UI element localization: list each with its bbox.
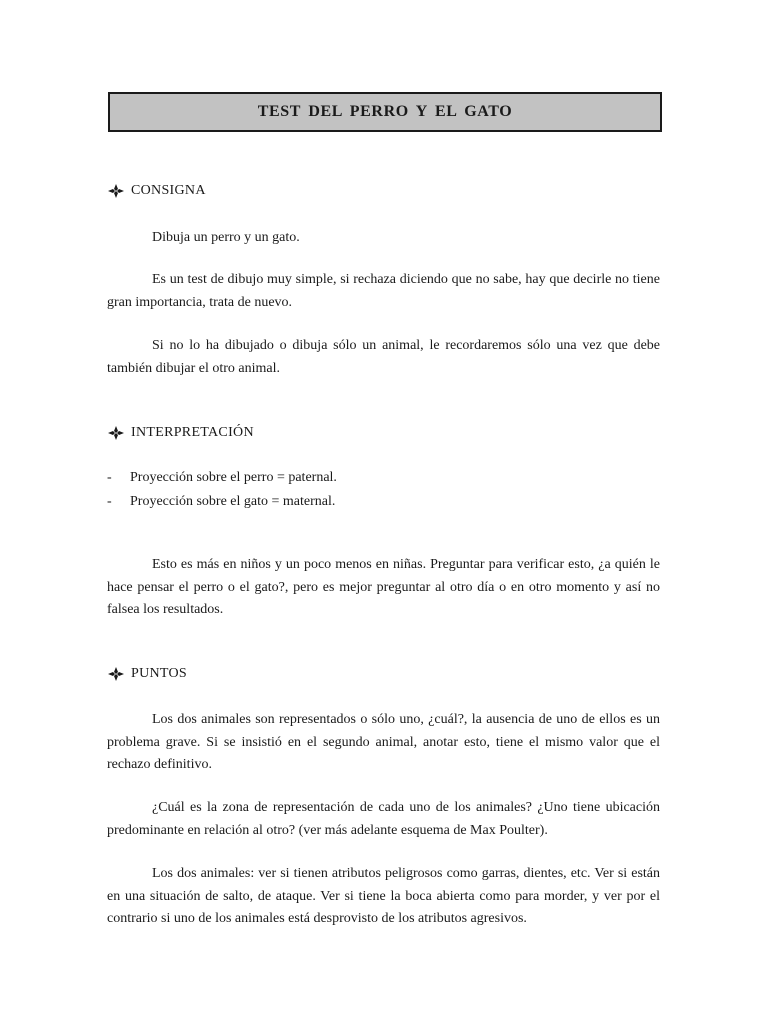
- interpretation-list: [107, 466, 660, 514]
- page-title: TEST DEL PERRO Y EL GATO: [257, 103, 513, 120]
- paragraph: Esto es más en niños y un poco menos en niñas. Preguntar para verificar esto, ¿a quién le hace pensar el perro o el gato?, pero es mejor preguntar al otro día o en otro momento y así no falsea los resultados.: [107, 557, 660, 617]
- section-heading-label: CONSIGNA: [131, 183, 206, 198]
- diamond-bullet-icon: [108, 184, 124, 198]
- paragraph: Si no lo ha dibujado o dibuja sólo un animal, le recordaremos sólo una vez que debe también dibujar el otro animal.: [107, 338, 660, 376]
- list-bullet: -: [107, 494, 112, 509]
- list-item-text: Proyección sobre el gato = maternal.: [130, 494, 336, 509]
- paragraph: Dibuja un perro y un gato.: [152, 230, 300, 245]
- list-bullet: -: [107, 470, 112, 485]
- section-heading-label: INTERPRETACIÓN: [131, 425, 254, 440]
- section-heading-label: PUNTOS: [131, 666, 188, 681]
- list-item: [107, 466, 660, 490]
- section-heading-interpretacion: [108, 423, 254, 443]
- diamond-bullet-icon: [108, 426, 124, 440]
- diamond-bullet-icon: [108, 667, 124, 681]
- paragraph: Los dos animales son representados o sólo uno, ¿cuál?, la ausencia de uno de ellos es un problema grave. Si se insistió en el segundo animal, anotar esto, tiene el mismo valor que el rechazo definitivo.: [107, 712, 660, 772]
- title-box: [108, 92, 662, 132]
- list-item-text: Proyección sobre el perro = paternal.: [130, 470, 337, 485]
- paragraph: ¿Cuál es la zona de representación de cada uno de los animales? ¿Uno tiene ubicación predominante en relación al otro? (ver más adelante esquema de Max Poulter).: [107, 800, 660, 838]
- paragraph: Es un test de dibujo muy simple, si rechaza diciendo que no sabe, hay que decirle no tiene gran importancia, trata de nuevo.: [107, 272, 660, 310]
- section-heading-consigna: [108, 181, 206, 201]
- section-heading-puntos: [108, 664, 187, 684]
- list-item: [107, 490, 660, 514]
- paragraph: Los dos animales: ver si tienen atributos peligrosos como garras, dientes, etc. Ver si están en una situación de salto, de ataque. Ver si tiene la boca abierta como para morder, y ver por el contrario si uno de los animales está desprovisto de los atributos agresivos.: [107, 866, 660, 926]
